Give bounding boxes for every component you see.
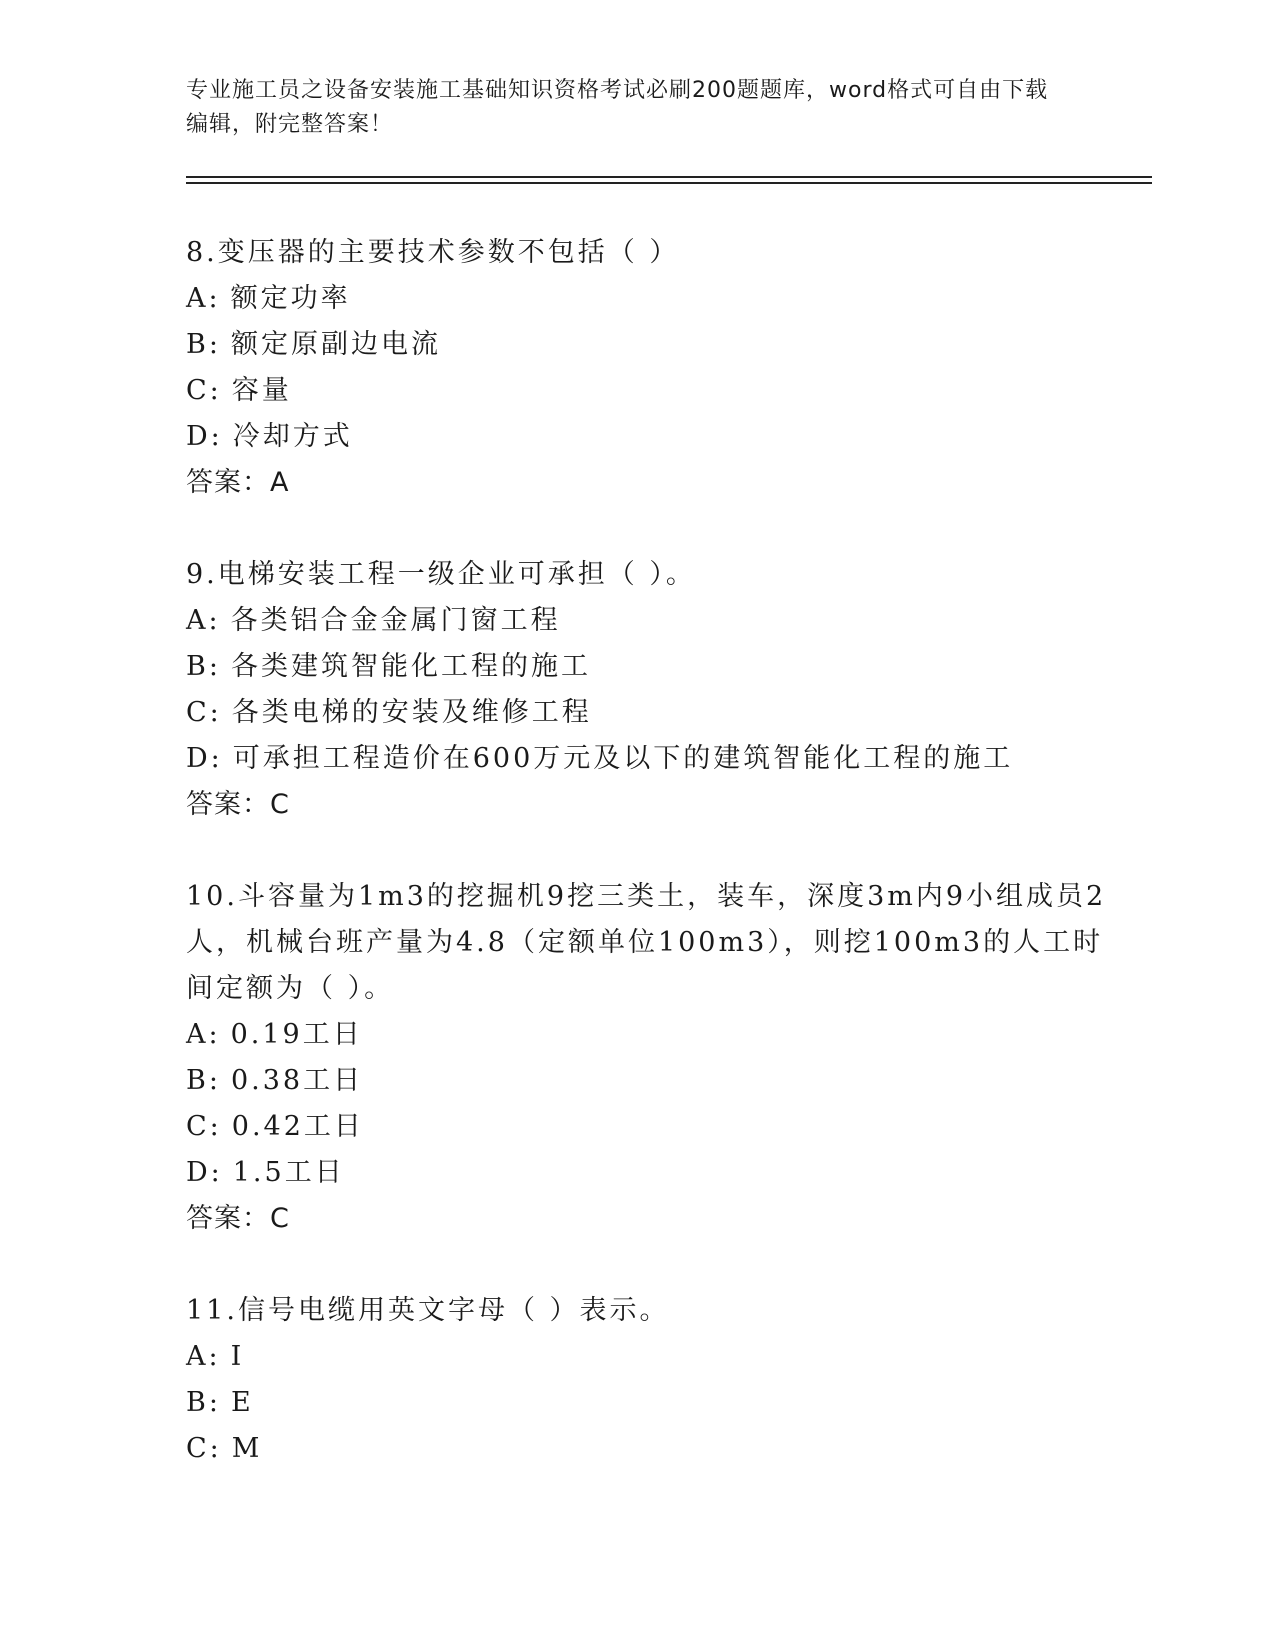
option-letter: A:	[186, 605, 221, 636]
option-d	[186, 736, 1126, 782]
option-a	[186, 598, 1126, 644]
option-text: 各类铝合金金属门窗工程	[230, 605, 561, 636]
option-text: 1.5工日	[232, 1157, 345, 1188]
option-letter: A:	[186, 1341, 221, 1372]
answer-line: 答案：A	[186, 467, 290, 498]
option-letter: B:	[186, 1065, 221, 1096]
answer-line: 答案：C	[186, 789, 290, 820]
option-b	[186, 1380, 1126, 1426]
option-a	[186, 1334, 1126, 1380]
question-8	[186, 230, 1126, 506]
option-c	[186, 1104, 1126, 1150]
question-text: 11.信号电缆用英文字母（ ）表示。	[186, 1295, 670, 1326]
question-text: 9.电梯安装工程一级企业可承担（ ）。	[186, 559, 696, 590]
option-letter: B:	[186, 329, 221, 360]
option-c	[186, 690, 1126, 736]
option-letter: B:	[186, 651, 221, 682]
option-text: 额定原副边电流	[230, 329, 441, 360]
option-text: 冷却方式	[232, 421, 353, 452]
option-a	[186, 1012, 1126, 1058]
option-b	[186, 1058, 1126, 1104]
option-letter: D:	[186, 421, 223, 452]
question-10	[186, 874, 1126, 1242]
option-a	[186, 276, 1126, 322]
option-text: I	[230, 1341, 245, 1372]
option-b	[186, 322, 1126, 368]
option-letter: C:	[186, 375, 222, 406]
question-list	[186, 230, 1126, 1518]
question-11	[186, 1288, 1126, 1472]
header-rule-bottom	[186, 182, 1152, 184]
option-letter: D:	[186, 743, 223, 774]
option-b	[186, 644, 1126, 690]
option-letter: A:	[186, 1019, 221, 1050]
option-text: 各类电梯的安装及维修工程	[231, 697, 592, 728]
option-text: 容量	[231, 375, 292, 406]
option-text: 0.42工日	[231, 1111, 364, 1142]
option-letter: B:	[186, 1387, 221, 1418]
option-text: 0.38工日	[230, 1065, 364, 1096]
option-text: E	[230, 1387, 254, 1418]
option-letter: C:	[186, 1111, 222, 1142]
option-c	[186, 1426, 1126, 1472]
option-letter: C:	[186, 697, 222, 728]
document-header: 专业施工员之设备安装施工基础知识资格考试必刷200题题库，word格式可自由下载编辑，附完整答案！	[186, 78, 1049, 137]
option-letter: D:	[186, 1157, 223, 1188]
option-c	[186, 368, 1126, 414]
header-rule-top	[186, 176, 1152, 178]
option-text: 0.19工日	[230, 1019, 363, 1050]
answer-line: 答案：C	[186, 1203, 290, 1234]
option-d	[186, 1150, 1126, 1196]
option-text: 各类建筑智能化工程的施工	[230, 651, 591, 682]
option-text: 可承担工程造价在600万元及以下的建筑智能化工程的施工	[232, 743, 1014, 774]
option-text: 额定功率	[230, 283, 351, 314]
option-d	[186, 414, 1126, 460]
option-letter: C:	[186, 1433, 222, 1464]
option-letter: A:	[186, 283, 221, 314]
question-text: 10.斗容量为1m3的挖掘机9挖三类土，装车，深度3m内9小组成员2人，机械台班产量为4.8（定额单位100m3），则挖100m3的人工时间定额为（ ）。	[186, 881, 1107, 1004]
question-9	[186, 552, 1126, 828]
question-text: 8.变压器的主要技术参数不包括（ ）	[186, 237, 680, 268]
option-text: M	[231, 1433, 263, 1464]
